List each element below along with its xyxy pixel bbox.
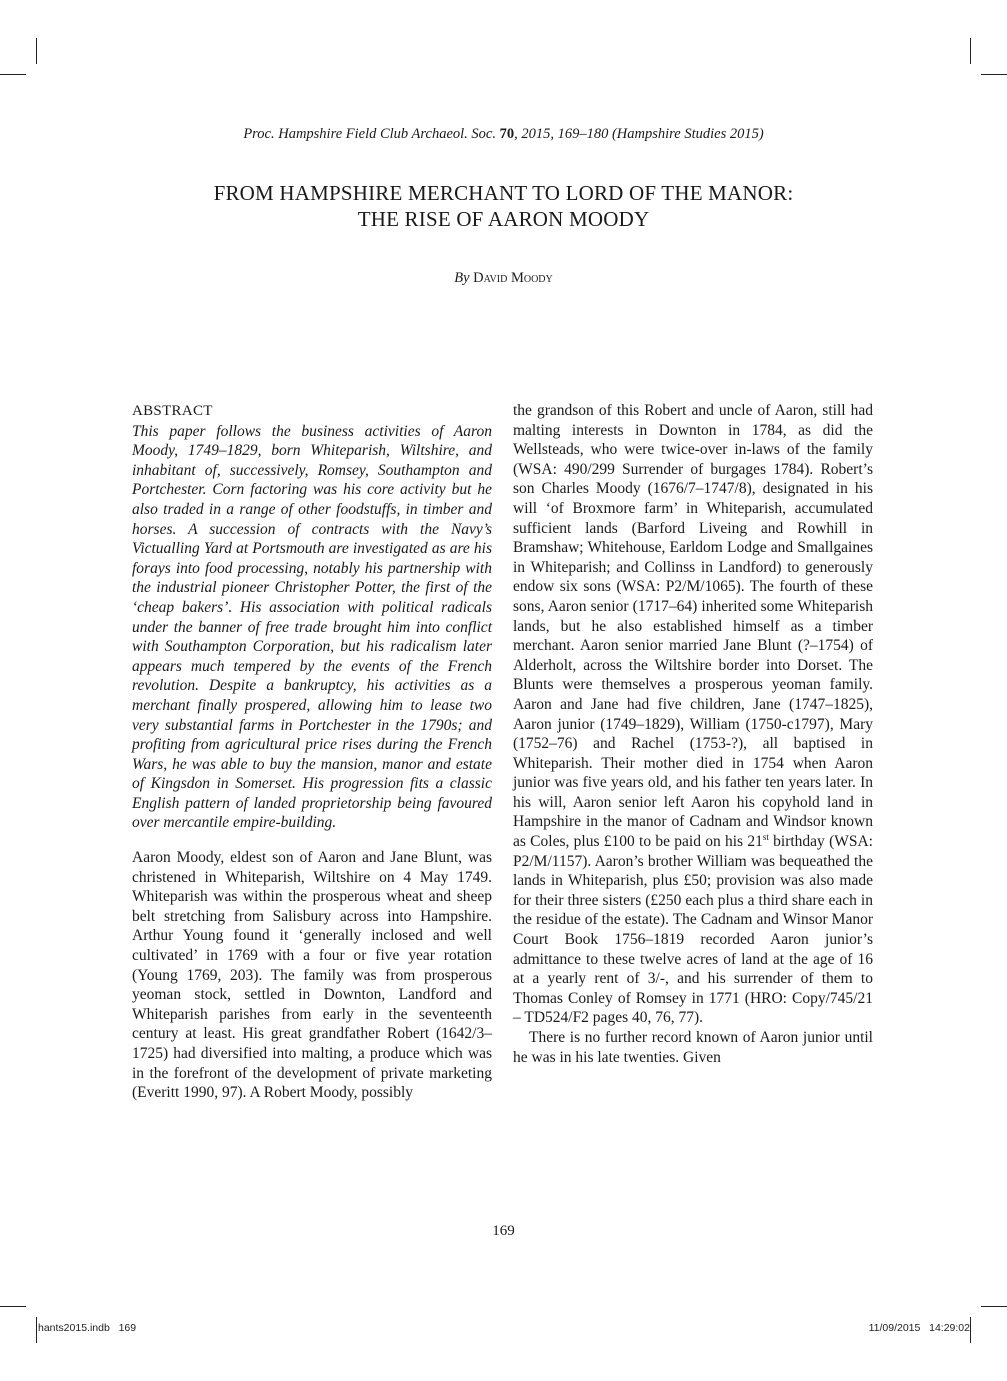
journal-name: Proc. Hampshire Field Club Archaeol. Soc. xyxy=(243,126,496,142)
slug-filename: hants2015.indb 169 xyxy=(38,1322,137,1334)
crop-mark-bottom-right-horizontal xyxy=(981,1306,1007,1307)
abstract-heading: ABSTRACT xyxy=(132,403,213,419)
body-paragraph-2-end: birthday (WSA: P2/M/1157). Aaron’s brother William was bequeathed the lands in Whiteparish, plus £50; provision was also made for their three sisters (£250 each plus a third share each in the residue of the estate). The Cadnam and Winsor Manor Court Book 1756–1819 recorded Aaron junior’s admittance to these twelve acres of land at the age of 16 at a yearly rent of 3/-, and his surrender of them to Thomas Conley of Romsey in 1771 (HRO: Copy/745/21 – TD524/F2 pages 40, 76, 77). xyxy=(513,833,873,1027)
right-column xyxy=(513,401,873,1067)
crop-mark-bottom-right-vertical xyxy=(970,1317,971,1343)
left-column xyxy=(132,402,492,1103)
body-paragraph-3: There is no further record known of Aaron junior until he was in his late twenties. Given xyxy=(513,1029,873,1066)
page-number: 169 xyxy=(492,1223,515,1239)
byline-by: By xyxy=(454,270,470,286)
journal-pages: , 2015, 169–180 (Hampshire Studies 2015) xyxy=(514,126,764,142)
body-paragraph-1: Aaron Moody, eldest son of Aaron and Jane Blunt, was christened in Whiteparish, Wiltshire on 4 May 1749. Whiteparish was within the prosperous wheat and sheep belt stretching from Salisbury across into Hampshire. Arthur Young found it ‘generally inclosed and well cultivated’ in 1769 with a four or five year rotation (Young 1769, 203). The family was from prosperous yeoman stock, settled in Downton, Landford and Whiteparish parishes from early in the seventeenth century at least. His great grandfather Robert (1642/3–1725) had diversified into malting, a produce which was in the forefront of the development of private marketing (Everitt 1990, 97). A Robert Moody, possibly xyxy=(132,849,492,1102)
body-paragraph-2 xyxy=(513,401,873,1028)
crop-mark-top-left-horizontal xyxy=(0,74,26,75)
author-name: David Moody xyxy=(473,270,553,286)
crop-mark-top-right-horizontal xyxy=(981,74,1007,75)
article-title-line-1: FROM HAMPSHIRE MERCHANT TO LORD OF THE MANOR: xyxy=(213,181,794,205)
slug-datetime: 11/09/2015 14:29:02 xyxy=(868,1322,970,1334)
body-paragraph-2-start: the grandson of this Robert and uncle of Aaron, still had malting interests in Downton in 1784, as did the Wellsteads, who were twice-over in-laws of the family (WSA: 490/299 Surrender of burgages 1784). Robert’s son Charles Moody (1676/7–1747/8), designated in his will ‘of Broxmore farm’ in Whiteparish, accumulated sufficient lands (Barford Liveing and Rowhill in Bramshaw; Whitehouse, Earldom Lodge and Smallgaines in Whiteparish; and Collinss in Landford) to generously endow six sons (WSA: P2/M/1065). The fourth of these sons, Aaron senior (1717–64) inherited some Whiteparish lands, but he also established himself as a timber merchant. Aaron senior married Jane Blunt (?–1754) of Alderholt, across the Wiltshire border into Dorset. The Blunts were themselves a prosperous yeoman family. Aaron and Jane had five children, Jane (1747–1825), Aaron junior (1749–1829), William (1750-c1797), Mary (1752–76) and Rachel (1753-?), all baptised in Whiteparish. Their mother died in 1754 when Aaron junior was five years old, and his father ten years later. In his will, Aaron senior left Aaron his copyhold land in Hampshire in the manor of Cadnam and Windsor known as Coles, plus £100 to be paid on his 21 xyxy=(513,402,873,851)
journal-citation xyxy=(0,126,1007,143)
abstract-text: This paper follows the business activities of Aaron Moody, 1749–1829, born Whiteparish, Wiltshire, and inhabitant of, successively, Romsey, Southampton and Portchester. Corn factoring was his core activity but he also traded in a range of other foodstuffs, in timber and horses. A succession of contracts with the Navy’s Victualling Yard at Portsmouth are investigated as are his forays into food processing, notably his partnership with the industrial pioneer Christopher Potter, the first of the ‘cheap bakers’. His association with political radicals under the banner of free trade brought him into conflict with Southampton Corporation, but his radicalism later appears much tempered by the events of the French revolution. Despite a bankruptcy, his activities as a merchant finally prospered, allowing him to lease two very substantial farms in Portchester in the 1790s; and profiting from agricultural price rises during the French Wars, he was able to buy the mansion, manor and estate of Kingsdon in Somerset. His progression fits a classic English pattern of landed proprietorship being favoured over mercantile empire-building. xyxy=(132,422,492,832)
crop-mark-bottom-left-horizontal xyxy=(0,1306,26,1307)
byline xyxy=(0,270,1007,287)
journal-volume: 70 xyxy=(499,126,515,142)
ordinal-superscript: st xyxy=(762,831,769,842)
crop-mark-top-left-vertical xyxy=(36,38,37,64)
crop-mark-bottom-left-vertical xyxy=(36,1317,37,1343)
article-title xyxy=(0,180,1007,232)
crop-mark-top-right-vertical xyxy=(970,38,971,64)
article-title-line-2: THE RISE OF AARON MOODY xyxy=(357,207,650,231)
